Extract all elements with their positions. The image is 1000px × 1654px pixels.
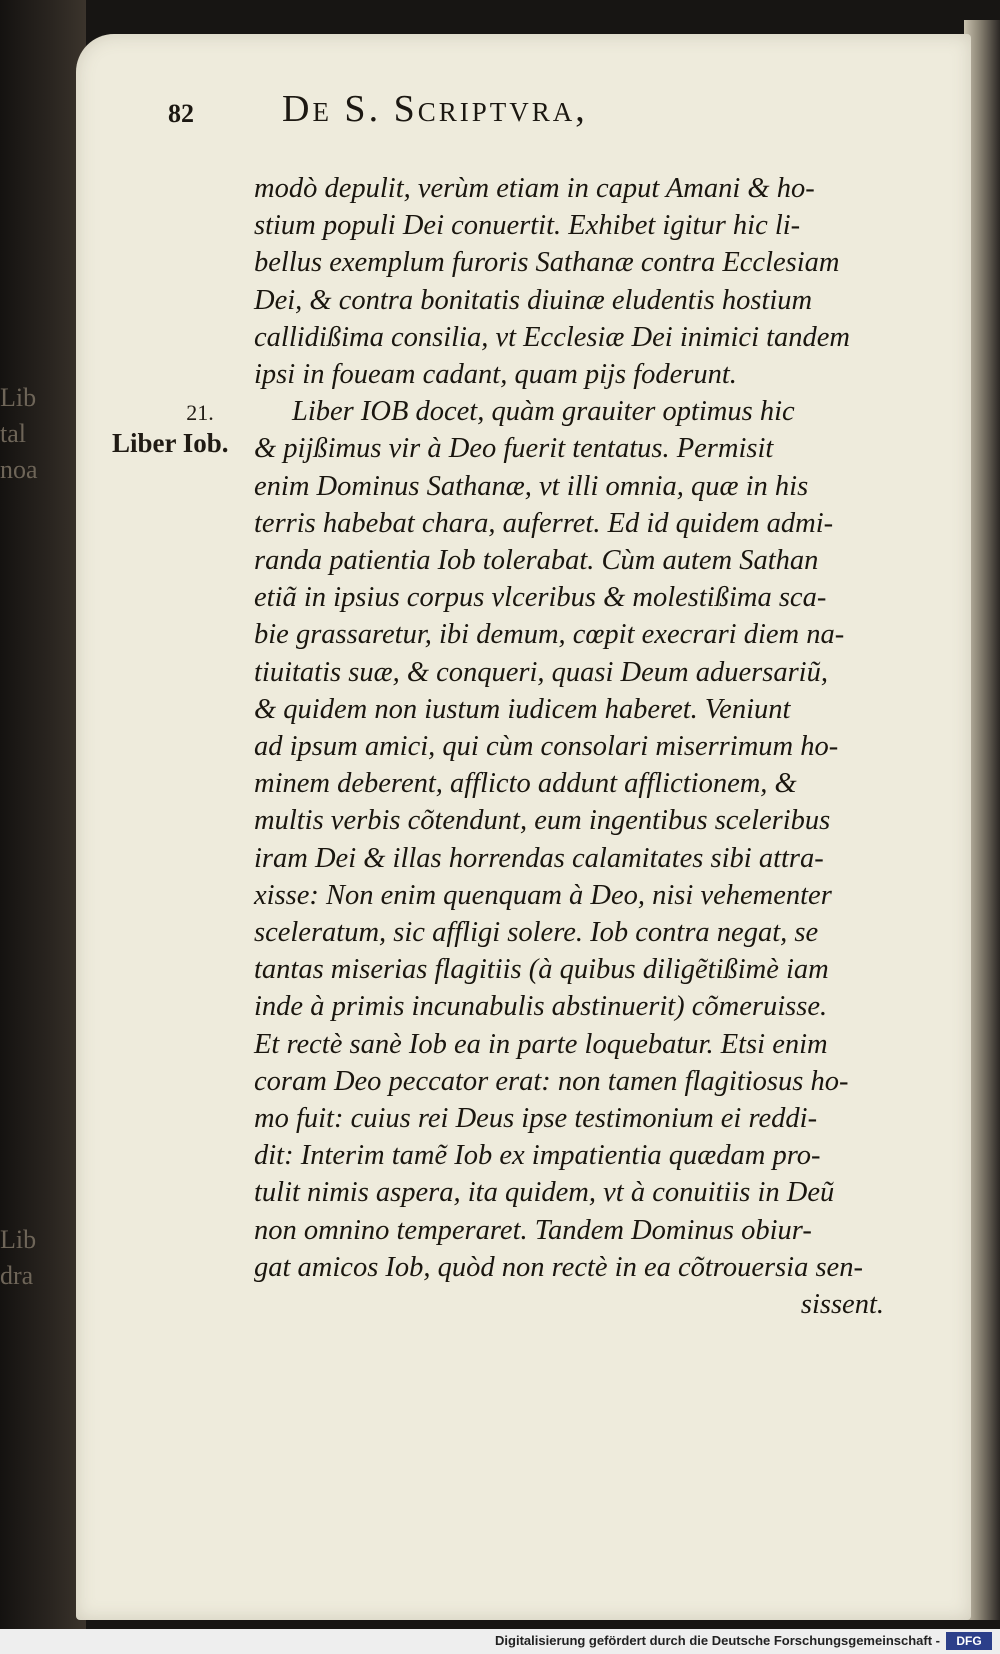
- prev-fragment-line: Lib: [0, 383, 37, 412]
- previous-page-fragment-lower: [0, 1222, 64, 1302]
- text-line: terris habebat chara, auferret. Ed id quidem admi-: [254, 507, 834, 539]
- prev-fragment-line: noa: [0, 455, 38, 484]
- page-header: [168, 85, 848, 137]
- text-line: iram Dei & illas horrendas calamitates sibi attra-: [254, 842, 824, 874]
- text-line: gat amicos Iob, quòd non rectè in ea cõtrouersia sen-: [254, 1251, 863, 1283]
- running-title: De S. Scriptvra,: [282, 88, 588, 130]
- text-line: tiuitatis suæ, & conqueri, quasi Deum aduersariũ,: [254, 656, 828, 688]
- text-line: dit: Interim tamẽ Iob ex impatientia quædam pro-: [254, 1140, 821, 1172]
- text-line: sceleratum, sic affligi solere. Iob contra negat, se: [254, 917, 819, 949]
- text-line: bie grassaretur, ibi demum, cœpit execrari diem na-: [254, 619, 845, 651]
- text-line: minem deberent, afflicto addunt afflictionem, &: [254, 768, 797, 800]
- text-line: & quidem non iustum iudicem haberet. Veniunt: [254, 693, 791, 725]
- text-line: modò depulit, verùm etiam in caput Amani & ho-: [254, 173, 815, 204]
- page-number: 82: [168, 99, 194, 128]
- funding-credit: Digitalisierung gefördert durch die Deutsche Forschungsgemeinschaft -: [495, 1633, 940, 1648]
- marginal-note-number: 21.: [186, 400, 214, 425]
- text-line: callidißima consilia, vt Ecclesiæ Dei inimici tandem: [254, 321, 851, 353]
- book-spine-shadow: [0, 0, 86, 1654]
- prev-fragment-line: dra: [0, 1261, 34, 1290]
- text-line: etiã in ipsius corpus vlceribus & molestißima sca-: [254, 582, 827, 614]
- text-line: tulit nimis aspera, ita quidem, vt à conuitiis in Deũ: [254, 1177, 835, 1209]
- text-line: Dei, & contra bonitatis diuinæ eludentis hostium: [254, 284, 813, 316]
- catchword-line: sissent.: [800, 1289, 884, 1321]
- text-line: multis verbis cõtendunt, eum ingentibus sceleribus: [254, 805, 831, 837]
- text-line: xisse: Non enim quenquam à Deo, nisi vehementer: [254, 879, 832, 911]
- text-line: ipsi in foueam cadant, quam pijs foderunt.: [254, 359, 737, 391]
- text-line: & pijßimus vir à Deo fuerit tentatus. Permisit: [254, 433, 774, 465]
- previous-page-fragment: [0, 380, 64, 500]
- prev-fragment-line: Lib: [0, 1225, 37, 1254]
- text-line: tantas miserias flagitiis (à quibus diligẽtißimè iam: [254, 954, 829, 986]
- text-line: enim Dominus Sathanæ, vt illi omnia, quæ in his: [254, 470, 809, 502]
- prev-fragment-line: tal: [0, 419, 26, 448]
- text-line: ad ipsum amici, qui cùm consolari miserrimum ho-: [254, 731, 839, 763]
- text-line: randa patientia Iob tolerabat. Cùm autem Sathan: [254, 545, 819, 577]
- text-line: bellus exemplum furoris Sathanæ contra Ecclesiam: [254, 247, 840, 279]
- body-text: [254, 170, 884, 1323]
- text-line: non omnino temperaret. Tandem Dominus obiur-: [254, 1214, 812, 1246]
- text-line: Et rectè sanè Iob ea in parte loquebatur. Etsi enim: [254, 1028, 828, 1060]
- text-line: coram Deo peccator erat: non tamen flagitiosus ho-: [254, 1065, 849, 1097]
- text-line: inde à primis incunabulis abstinuerit) cõmeruisse.: [254, 991, 828, 1023]
- dfg-logo: DFG: [946, 1632, 992, 1650]
- paragraph-start-line: Liber IOB docet, quàm grauiter optimus hic: [292, 396, 795, 428]
- marginal-note: Liber Iob.: [112, 428, 229, 458]
- digitization-footer: [0, 1629, 1000, 1654]
- text-line: stium populi Dei conuertit. Exhibet igitur hic li-: [254, 210, 801, 242]
- text-line: mo fuit: cuius rei Deus ipse testimonium ei reddi-: [254, 1103, 818, 1135]
